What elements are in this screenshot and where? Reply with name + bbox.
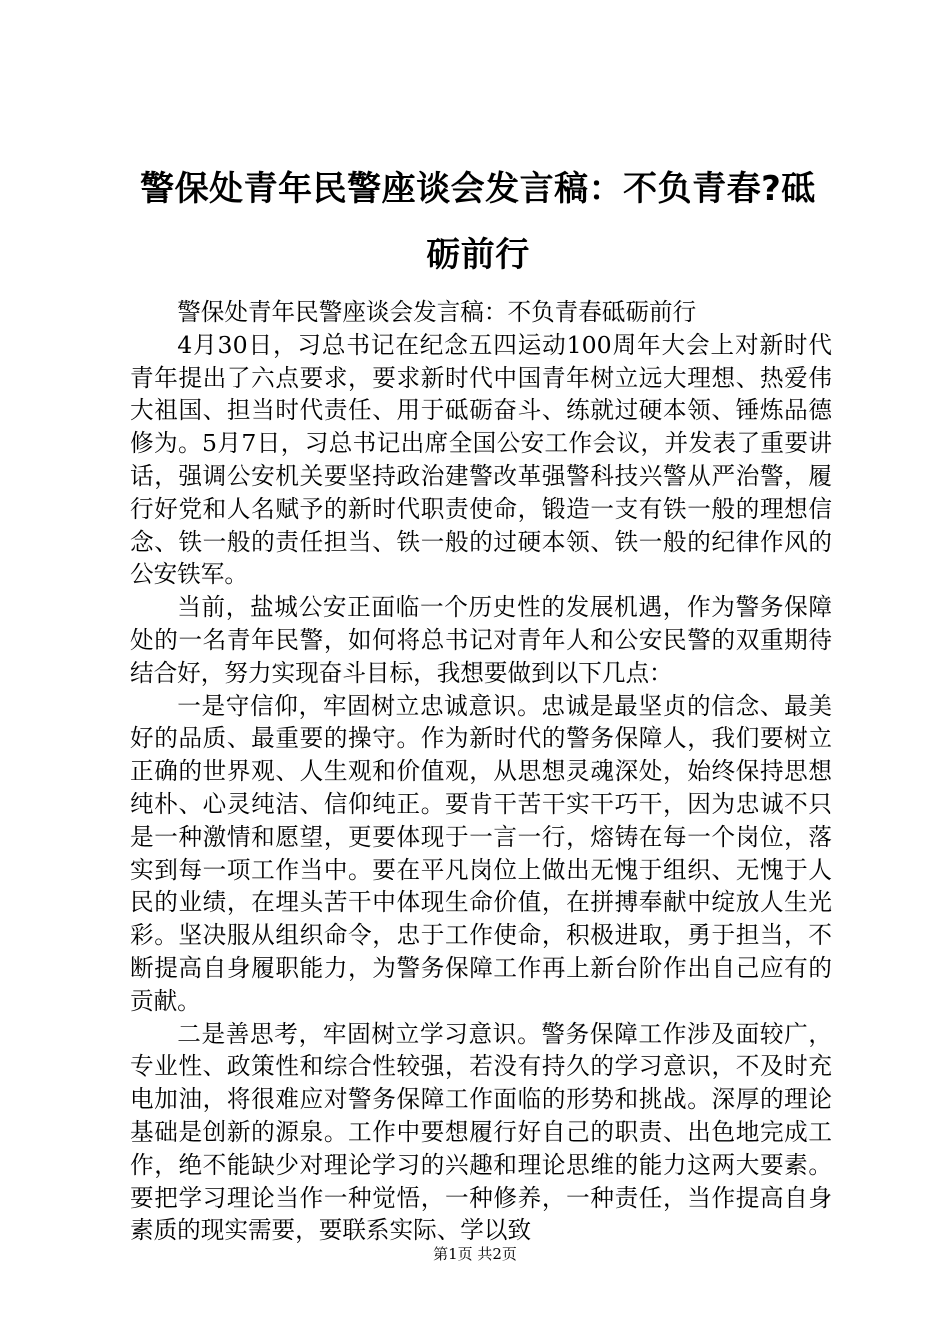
paragraph-1: 4月30日，习总书记在纪念五四运动100周年大会上对新时代青年提出了六点要求，要求新时代中国青年树立远大理想、热爱伟大祖国、担当时代责任、用于砥砺奋斗、练就过硬本领、锤炼品德修为。5月7日，习总书记出席全国公安工作会议，并发表了重要讲话，强调公安机关要坚持政治建警改革强警科技兴警从严治警，履行好党和人名赋予的新时代职责使命，锻造一支有铁一般的理想信念、铁一般的责任担当、铁一般的过硬本领、铁一般的纪律作风的公安铁军。 (130, 330, 832, 589)
document-title: 警保处青年民警座谈会发言稿：不负青春?砥砺前行 (140, 169, 816, 275)
paragraph-2: 当前，盐城公安正面临一个历史性的发展机遇，作为警务保障处的一名青年民警，如何将总书记对青年人和公安民警的双重期待结合好，努力实现奋斗目标，我想要做到以下几点： (130, 593, 832, 687)
paragraph-heading-repeat: 警保处青年民警座谈会发言稿：不负青春砥砺前行 (177, 298, 697, 326)
paragraph-4: 二是善思考，牢固树立学习意识。警务保障工作涉及面较广，专业性、政策性和综合性较强，若没有持久的学习意识，不及时充电加油，将很难应对警务保障工作面临的形势和挑战。深厚的理论基础是创新的源泉。工作中要想履行好自己的职责、出色地完成工作，绝不能缺少对理论学习的兴趣和理论思维的能力这两大要素。要把学习理论当作一种觉悟，一种修养，一种责任，当作提高自身素质的现实需要，要联系实际、学以致 (130, 1019, 832, 1245)
document-body (130, 296, 832, 1247)
page-number-footer: 第1页 共2页 (433, 1245, 517, 1263)
paragraph-3: 一是守信仰，牢固树立忠诚意识。忠诚是最坚贞的信念、最美好的品质、最重要的操守。作为新时代的警务保障人，我们要树立正确的世界观、人生观和价值观，从思想灵魂深处，始终保持思想纯朴、心灵纯洁、信仰纯正。要肯干苦干实干巧干，因为忠诚不只是一种激情和愿望，更要体现于一言一行，熔铸在每一个岗位，落实到每一项工作当中。要在平凡岗位上做出无愧于组织、无愧于人民的业绩，在埋头苦干中体现生命价值，在拼搏奉献中绽放人生光彩。坚决服从组织命令，忠于工作使命，积极进取，勇于担当，不断提高自身履职能力，为警务保障工作再上新台阶作出自己应有的贡献。 (130, 691, 832, 1015)
